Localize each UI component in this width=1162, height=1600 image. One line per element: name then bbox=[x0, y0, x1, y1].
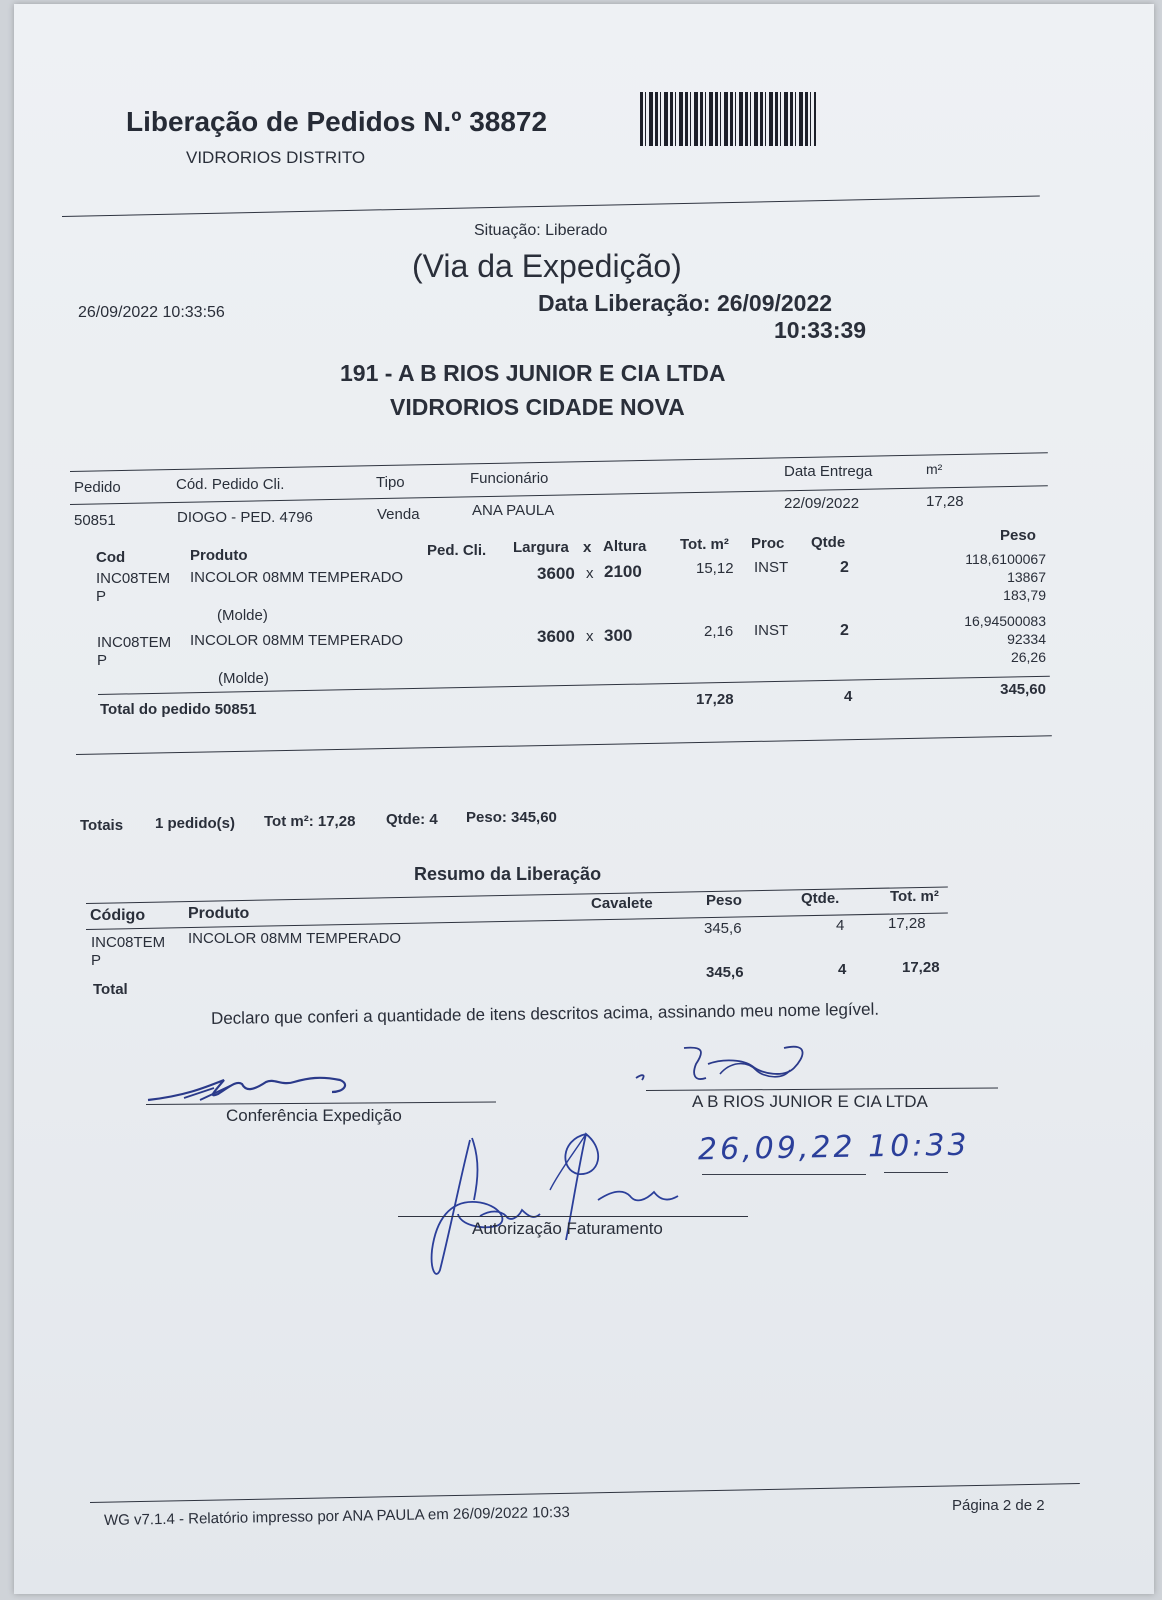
company-subtitle: VIDRORIOS DISTRITO bbox=[186, 148, 366, 167]
header-divider bbox=[62, 196, 1040, 217]
resumo-col-produto: Produto bbox=[188, 905, 250, 922]
items-col-altura: Altura bbox=[603, 538, 647, 555]
item-largura: 3600 bbox=[537, 564, 575, 583]
order-top-rule bbox=[70, 452, 1048, 472]
item-produto: INCOLOR 08MM TEMPERADO bbox=[190, 632, 404, 649]
resumo-total-label: Total bbox=[93, 981, 128, 998]
resumo-title: Resumo da Liberação bbox=[414, 864, 602, 884]
barcode bbox=[640, 92, 816, 146]
autorizacao-signature bbox=[410, 1130, 680, 1290]
resumo-total-peso: 345,6 bbox=[706, 964, 744, 981]
order-funcionario: ANA PAULA bbox=[472, 502, 555, 519]
item-cod-cont: P bbox=[96, 588, 107, 605]
items-col-peso: Peso bbox=[1000, 527, 1036, 544]
col-m2: m² bbox=[926, 461, 943, 477]
item-tot-m2: 2,16 bbox=[704, 623, 734, 640]
order-total-m2: 17,28 bbox=[696, 691, 734, 708]
release-date: Data Liberação: 26/09/2022 bbox=[538, 290, 833, 316]
item-tot-m2: 15,12 bbox=[696, 560, 734, 577]
order-pedido: 50851 bbox=[74, 512, 116, 529]
order-total-label: Total do pedido 50851 bbox=[100, 701, 257, 718]
totais-peso: Peso: 345,60 bbox=[466, 809, 557, 826]
item-largura: 3600 bbox=[537, 627, 575, 646]
items-col-tot-m2: Tot. m² bbox=[680, 536, 729, 553]
resumo-total-qtde: 4 bbox=[838, 961, 847, 978]
status-label: Situação: Liberado bbox=[474, 222, 608, 239]
document-page bbox=[14, 4, 1154, 1594]
item-peso-cont: 92334 bbox=[1007, 631, 1046, 647]
footer-rule bbox=[90, 1483, 1080, 1503]
resumo-produto: INCOLOR 08MM TEMPERADO bbox=[188, 930, 402, 947]
declaration-text: Declaro que conferi a quantidade de itens descritos acima, assinando meu nome legível. bbox=[210, 999, 880, 1028]
items-col-produto: Produto bbox=[190, 547, 248, 564]
handwritten-date: 26,09,22 10:33 bbox=[697, 1127, 970, 1168]
item-x: x bbox=[586, 628, 594, 645]
item-cod: INC08TEM bbox=[97, 634, 172, 651]
client-name: 191 - A B RIOS JUNIOR E CIA LTDA bbox=[340, 360, 726, 386]
conferencia-label: Conferência Expedição bbox=[226, 1106, 402, 1125]
resumo-codigo: INC08TEM bbox=[91, 934, 166, 951]
item-cod-cont: P bbox=[97, 652, 108, 669]
autorizacao-label: Autorização Faturamento bbox=[472, 1219, 663, 1238]
order-cod-pedido-cli: DIOGO - PED. 4796 bbox=[177, 509, 313, 526]
totais-m2: Tot m²: 17,28 bbox=[264, 813, 356, 830]
resumo-col-codigo: Código bbox=[90, 907, 146, 924]
resumo-total-tot-m2: 17,28 bbox=[902, 959, 940, 976]
totais-label: Totais bbox=[80, 817, 124, 834]
item-proc: INST bbox=[754, 622, 789, 639]
conferencia-signature bbox=[144, 1066, 364, 1106]
autorizacao-line bbox=[398, 1216, 748, 1217]
item-peso-cont: 13867 bbox=[1007, 569, 1046, 585]
item-peso-total: 26,26 bbox=[1010, 649, 1046, 665]
resumo-tot-m2: 17,28 bbox=[888, 915, 926, 932]
items-col-cod: Cod bbox=[96, 549, 126, 566]
item-qtde: 2 bbox=[840, 559, 849, 576]
item-proc: INST bbox=[754, 559, 789, 576]
date-underline bbox=[702, 1174, 866, 1175]
cliente-signature bbox=[634, 1034, 814, 1090]
item-altura: 300 bbox=[604, 626, 633, 645]
via-label: (Via da Expedição) bbox=[412, 248, 682, 284]
col-cod-pedido-cli: Cód. Pedido Cli. bbox=[176, 476, 285, 493]
page-number: Página 2 de 2 bbox=[952, 1497, 1045, 1514]
resumo-col-tot-m2: Tot. m² bbox=[890, 888, 939, 905]
resumo-codigo-cont: P bbox=[91, 952, 102, 969]
order-bottom-rule bbox=[76, 735, 1052, 755]
time-underline bbox=[884, 1172, 948, 1173]
item-x: x bbox=[586, 565, 594, 582]
col-data-entrega: Data Entrega bbox=[784, 463, 873, 480]
order-data-entrega: 22/09/2022 bbox=[784, 495, 860, 512]
item-obs: (Molde) bbox=[218, 670, 269, 687]
items-col-ped-cli: Ped. Cli. bbox=[427, 542, 487, 559]
resumo-peso: 345,6 bbox=[704, 920, 742, 937]
order-m2: 17,28 bbox=[926, 493, 964, 510]
item-peso-total: 183,79 bbox=[1003, 587, 1046, 603]
footer-report: WG v7.1.4 - Relatório impresso por ANA PAULA em 26/09/2022 10:33 bbox=[103, 1503, 570, 1529]
client-branch: VIDRORIOS CIDADE NOVA bbox=[390, 394, 685, 420]
item-peso: 118,6100067 bbox=[965, 551, 1046, 567]
order-total-peso: 345,60 bbox=[1000, 681, 1046, 698]
item-altura: 2100 bbox=[604, 562, 642, 581]
item-obs: (Molde) bbox=[217, 607, 268, 624]
resumo-col-qtde: Qtde. bbox=[801, 890, 840, 907]
order-tipo: Venda bbox=[377, 506, 420, 523]
col-pedido: Pedido bbox=[74, 479, 121, 496]
items-col-proc: Proc bbox=[751, 535, 785, 552]
resumo-col-cavalete: Cavalete bbox=[591, 895, 653, 912]
totais-pedidos: 1 pedido(s) bbox=[155, 815, 236, 832]
items-col-largura: Largura bbox=[513, 539, 569, 556]
print-datetime: 26/09/2022 10:33:56 bbox=[78, 304, 225, 321]
release-time: 10:33:39 bbox=[774, 317, 867, 343]
item-cod: INC08TEM bbox=[96, 570, 171, 587]
item-qtde: 2 bbox=[840, 622, 849, 639]
resumo-col-peso: Peso bbox=[706, 892, 742, 909]
col-tipo: Tipo bbox=[376, 474, 405, 491]
items-col-x: x bbox=[583, 539, 592, 556]
resumo-qtde: 4 bbox=[836, 917, 845, 934]
item-produto: INCOLOR 08MM TEMPERADO bbox=[190, 569, 404, 586]
order-total-qtde: 4 bbox=[844, 688, 853, 705]
col-funcionario: Funcionário bbox=[470, 470, 549, 487]
item-peso: 16,94500083 bbox=[964, 613, 1046, 629]
items-col-qtde: Qtde bbox=[811, 534, 846, 551]
report-title: Liberação de Pedidos N.º 38872 bbox=[126, 106, 548, 137]
cliente-label: A B RIOS JUNIOR E CIA LTDA bbox=[692, 1092, 928, 1111]
totais-qtde: Qtde: 4 bbox=[386, 811, 438, 828]
